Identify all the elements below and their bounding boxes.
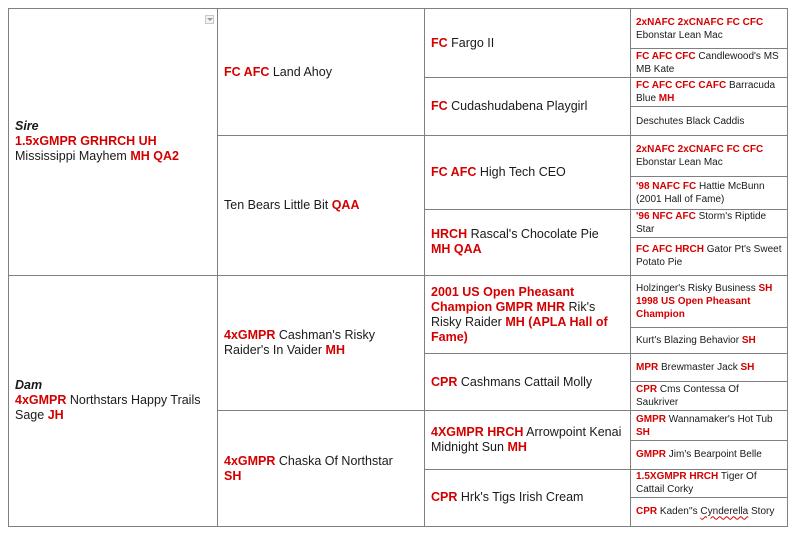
sds-dam-name: Hattie McBunn (2001 Hall of Fame) (636, 180, 765, 205)
ddd-dam-name-part: Kaden''s (659, 506, 698, 518)
dds-name: Arrowpoint Kenai Midnight Sun (431, 425, 622, 455)
sss-dam-titles: FC AFC CFC (636, 51, 696, 63)
dam-dam-cell (218, 411, 425, 527)
sds-dam-cell (631, 176, 788, 209)
dam-suffix: JH (47, 408, 64, 423)
dsd-sire-name: Brewmaster Jack (661, 362, 738, 374)
dds-suffix: MH (507, 440, 527, 455)
dam-sire-name: Cashman's Risky Raider's In Vaider (224, 328, 376, 358)
sdd-sire-titles: '96 NFC AFC (636, 211, 696, 223)
sss-titles: FC (431, 35, 448, 50)
dam-sire-suffix: MH (325, 343, 345, 358)
sire-sire-name: Land Ahoy (272, 64, 332, 79)
sire-dam-dam-cell (425, 209, 631, 275)
sdd-name: Rascal's Chocolate Pie (470, 227, 599, 242)
sdd-dam-name: Gator Pt's Sweet Potato Pie (636, 244, 782, 269)
dam-dam-suffix: SH (224, 468, 242, 483)
dam-sire-dam-cell (425, 354, 631, 411)
dss-sire-suffix: SH 1998 US Open Pheasant Champion (636, 283, 773, 321)
dam-dam-sire-cell (425, 411, 631, 469)
ddd-dam-titles: CPR (636, 506, 658, 518)
dsd-sire-suffix: SH (740, 362, 755, 374)
sds-sire-name: Ebonstar Lean Mac (636, 157, 723, 169)
sire-suffix: MH QA2 (130, 149, 179, 164)
sds-titles: FC AFC (431, 165, 477, 180)
dss-dam-suffix: SH (741, 335, 756, 347)
dam-dam-titles: 4xGMPR (224, 453, 276, 468)
ssd-sire-suffix: MH (658, 93, 675, 105)
sdd-sire-cell (631, 209, 788, 237)
sire-titles: 1.5xGMPR GRHRCH UH (15, 134, 157, 149)
sdd-dam-titles: FC AFC HRCH (636, 244, 704, 256)
sire-cell (9, 9, 218, 276)
dam-titles: 4xGMPR (15, 393, 67, 408)
dam-dam-name: Chaska Of Northstar (278, 453, 393, 468)
ddd-name: Hrk's Tigs Irish Cream (460, 490, 584, 505)
ddd-dam-cell (631, 497, 788, 526)
pedigree-table (8, 8, 788, 527)
sds-name: High Tech CEO (479, 165, 566, 180)
dds-sire-suffix: SH (636, 426, 650, 438)
sire-sire-sire-cell (425, 9, 631, 78)
dsd-sire-titles: MPR (636, 362, 659, 374)
dds-sire-name: Wannamaker's Hot Tub (668, 413, 773, 425)
sss-sire-titles: 2xNAFC 2xCNAFC FC CFC (636, 16, 764, 28)
dss-suffix: MH (APLA Hall of Fame) (431, 314, 608, 344)
dsd-dam-name: Cms Contessa Of Saukriver (636, 384, 739, 409)
dss-sire-cell (631, 275, 788, 327)
ddd-sire-titles: 1.5XGMPR HRCH (636, 471, 719, 483)
dam-dam-dam-cell (425, 469, 631, 526)
dss-name: Rik's Risky Raider (431, 299, 596, 329)
dam-sire-cell (218, 275, 425, 410)
ssd-name: Cudashudabena Playgirl (451, 99, 588, 114)
ddd-sire-cell (631, 469, 788, 497)
dam-sire-sire-cell (425, 275, 631, 353)
dam-role-label: Dam (15, 378, 43, 393)
sss-name: Fargo II (451, 35, 495, 50)
sds-sire-cell (631, 136, 788, 176)
ddd-sire-name: Tiger Of Cattail Corky (636, 471, 757, 496)
dropdown-caret-icon[interactable] (205, 15, 214, 24)
dsd-titles: CPR (431, 374, 458, 389)
sds-dam-titles: '98 NAFC FC (636, 180, 697, 192)
sire-sire-titles: FC AFC (224, 64, 270, 79)
dam-name: Northstars Happy Trails Sage (15, 393, 201, 423)
dds-dam-cell (631, 440, 788, 469)
sds-sire-titles: 2xNAFC 2xCNAFC FC CFC (636, 144, 764, 156)
dam-cell (9, 275, 218, 526)
ddd-dam-name-end: Story (751, 506, 775, 518)
dam-sire-titles: 4xGMPR (224, 328, 276, 343)
sss-dam-name: Candlewood's MS MB Kate (636, 51, 779, 76)
dds-dam-titles: GMPR (636, 449, 666, 461)
dss-dam-cell (631, 328, 788, 354)
dsd-name: Cashmans Cattail Molly (460, 374, 593, 389)
sss-sire-cell (631, 9, 788, 49)
dss-titles: 2001 US Open Pheasant Champion GMPR MHR (431, 284, 575, 314)
sdd-dam-cell (631, 237, 788, 275)
sire-dam-sire-cell (425, 136, 631, 209)
sdd-suffix: MH QAA (431, 242, 482, 257)
ssd-dam-cell (631, 107, 788, 136)
ssd-dam-name: Deschutes Black Caddis (636, 115, 745, 127)
sire-dam-name: Ten Bears Little Bit (224, 198, 329, 213)
ssd-sire-cell (631, 78, 788, 107)
ssd-sire-titles: FC AFC CFC CAFC (636, 80, 727, 92)
sdd-titles: HRCH (431, 227, 468, 242)
sire-dam-cell (218, 136, 425, 276)
sire-sire-cell (218, 9, 425, 136)
dds-sire-titles: GMPR (636, 413, 666, 425)
ssd-titles: FC (431, 99, 448, 114)
dds-sire-cell (631, 411, 788, 440)
sire-sire-dam-cell (425, 78, 631, 136)
ssd-sire-name: Barracuda Blue (636, 80, 776, 105)
dsd-dam-cell (631, 382, 788, 411)
sss-sire-name: Ebonstar Lean Mac (636, 29, 723, 41)
sire-dam-suffix: QAA (331, 198, 360, 213)
dss-sire-name: Holzinger's Risky Business (636, 283, 756, 295)
sire-name: Mississippi Mayhem (15, 149, 127, 164)
sire-role-label: Sire (15, 119, 39, 134)
ddd-titles: CPR (431, 490, 458, 505)
dsd-sire-cell (631, 354, 788, 382)
dss-dam-name: Kurt's Blazing Behavior (636, 335, 740, 347)
dsd-dam-titles: CPR (636, 384, 658, 396)
sdd-sire-name: Storm's Riptide Star (636, 211, 767, 236)
spellcheck-flagged-word[interactable]: Cynderella (700, 506, 749, 518)
sss-dam-cell (631, 49, 788, 78)
dds-dam-name: Jim's Bearpoint Belle (668, 449, 762, 461)
dds-titles: 4XGMPR HRCH (431, 425, 524, 440)
